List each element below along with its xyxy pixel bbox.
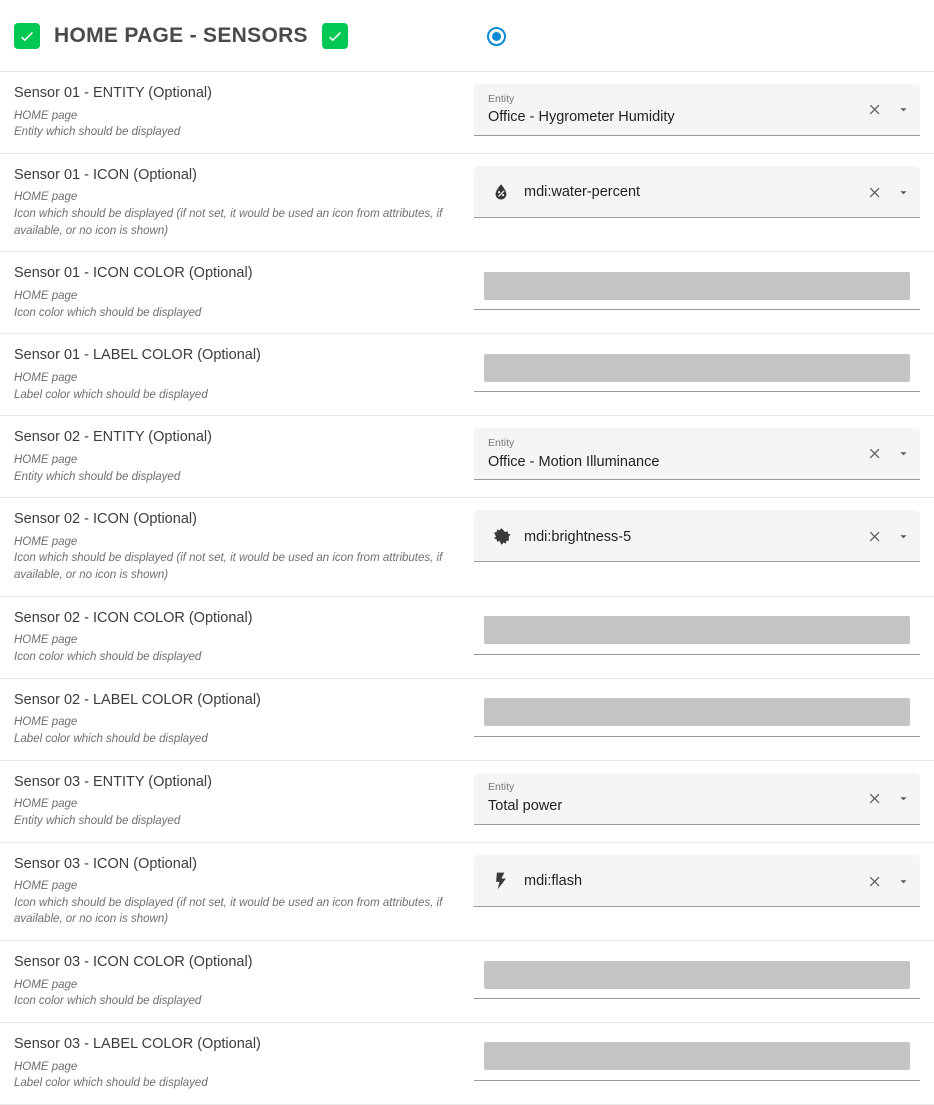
color-picker[interactable] xyxy=(474,609,920,655)
setting-description xyxy=(0,264,474,321)
setting-subtitle-page: HOME page xyxy=(14,535,78,548)
color-picker[interactable] xyxy=(474,346,920,392)
setting-subtitle-page: HOME page xyxy=(14,109,78,122)
icon-picker-value: mdi:brightness-5 xyxy=(524,528,632,545)
icon-picker[interactable] xyxy=(474,510,920,562)
color-swatch xyxy=(484,961,910,989)
setting-subtitle-help: Label color which should be displayed xyxy=(14,388,208,401)
setting-row xyxy=(0,154,934,253)
setting-subtitle-help: Icon which should be displayed (if not set, it would be used an icon from attributes, if available, or no icon is shown) xyxy=(14,552,443,582)
setting-row xyxy=(0,498,934,597)
setting-subtitle-page: HOME page xyxy=(14,978,78,991)
setting-subtitle-help: Entity which should be displayed xyxy=(14,126,181,139)
setting-row xyxy=(0,941,934,1023)
entity-picker-texts xyxy=(488,781,856,815)
setting-subtitle-page: HOME page xyxy=(14,191,78,204)
check-icon xyxy=(326,27,344,45)
setting-control xyxy=(474,346,934,392)
setting-title: Sensor 03 - ICON (Optional) xyxy=(14,855,197,872)
setting-subtitle-help: Entity which should be displayed xyxy=(14,814,181,827)
setting-title: Sensor 01 - ICON COLOR (Optional) xyxy=(14,265,253,282)
setting-subtitle-page: HOME page xyxy=(14,798,78,811)
setting-control xyxy=(474,691,934,737)
setting-control xyxy=(474,953,934,999)
color-swatch xyxy=(484,698,910,726)
color-picker[interactable] xyxy=(474,264,920,310)
chevron-down-icon[interactable] xyxy=(894,789,912,807)
chevron-down-icon[interactable] xyxy=(894,183,912,201)
entity-picker-actions xyxy=(866,789,912,807)
color-swatch xyxy=(484,616,910,644)
setting-subtitle-help: Icon color which should be displayed xyxy=(14,995,202,1008)
setting-subtitle-page: HOME page xyxy=(14,1060,78,1073)
setting-subtitle-help: Icon color which should be displayed xyxy=(14,306,202,319)
setting-subtitle-help: Entity which should be displayed xyxy=(14,470,181,483)
setting-row xyxy=(0,761,934,843)
chevron-down-icon[interactable] xyxy=(894,101,912,119)
icon-picker-actions xyxy=(866,528,912,546)
setting-subtitle-help: Label color which should be displayed xyxy=(14,1077,208,1090)
clear-icon[interactable] xyxy=(866,445,884,463)
setting-row xyxy=(0,679,934,761)
flash-icon xyxy=(488,871,514,891)
clear-icon[interactable] xyxy=(866,528,884,546)
entity-picker-texts xyxy=(488,437,856,471)
color-swatch xyxy=(484,1042,910,1070)
setting-title: Sensor 03 - ENTITY (Optional) xyxy=(14,773,212,790)
setting-description xyxy=(0,510,474,584)
setting-subtitle-help: Label color which should be displayed xyxy=(14,732,208,745)
setting-description xyxy=(0,166,474,240)
setting-row xyxy=(0,1023,934,1105)
page-title: HOME PAGE - SENSORS xyxy=(54,23,308,47)
setting-control xyxy=(474,510,934,562)
header-checkbox-left[interactable] xyxy=(14,23,40,49)
setting-row xyxy=(0,843,934,942)
setting-subtitle-page: HOME page xyxy=(14,880,78,893)
setting-control xyxy=(474,428,934,480)
entity-picker-label: Entity xyxy=(488,92,515,105)
setting-row xyxy=(0,334,934,416)
setting-subtitle-help: Icon which should be displayed (if not set, it would be used an icon from attributes, if available, or no icon is shown) xyxy=(14,896,443,926)
chevron-down-icon[interactable] xyxy=(894,872,912,890)
setting-description xyxy=(0,855,474,929)
setting-row xyxy=(0,597,934,679)
setting-description xyxy=(0,1035,474,1092)
setting-row xyxy=(0,416,934,498)
chevron-down-icon[interactable] xyxy=(894,445,912,463)
color-picker[interactable] xyxy=(474,1035,920,1081)
setting-control xyxy=(474,166,934,218)
entity-picker-actions xyxy=(866,445,912,463)
radio-outer-ring xyxy=(487,27,506,46)
clear-icon[interactable] xyxy=(866,789,884,807)
clear-icon[interactable] xyxy=(866,101,884,119)
setting-subtitle-page: HOME page xyxy=(14,634,78,647)
entity-picker-value: Office - Hygrometer Humidity xyxy=(488,109,675,126)
brightness-5-icon xyxy=(488,526,514,547)
setting-control xyxy=(474,773,934,825)
color-picker[interactable] xyxy=(474,953,920,999)
entity-picker-actions xyxy=(866,101,912,119)
clear-icon[interactable] xyxy=(866,183,884,201)
icon-picker-value: mdi:water-percent xyxy=(524,184,641,201)
setting-row xyxy=(0,72,934,154)
entity-picker[interactable] xyxy=(474,84,920,136)
setting-description xyxy=(0,428,474,485)
icon-picker-actions xyxy=(866,183,912,201)
chevron-down-icon[interactable] xyxy=(894,528,912,546)
icon-picker-texts xyxy=(524,872,856,890)
setting-subtitle-page: HOME page xyxy=(14,371,78,384)
setting-title: Sensor 03 - LABEL COLOR (Optional) xyxy=(14,1035,261,1052)
setting-subtitle-page: HOME page xyxy=(14,290,78,303)
setting-title: Sensor 02 - ICON (Optional) xyxy=(14,511,197,528)
setting-control xyxy=(474,84,934,136)
setting-subtitle-page: HOME page xyxy=(14,716,78,729)
color-picker[interactable] xyxy=(474,691,920,737)
entity-picker[interactable] xyxy=(474,773,920,825)
setting-control xyxy=(474,264,934,310)
water-percent-icon xyxy=(488,182,514,202)
color-swatch xyxy=(484,272,910,300)
page-header xyxy=(0,0,934,72)
clear-icon[interactable] xyxy=(866,872,884,890)
setting-description xyxy=(0,691,474,748)
icon-picker-texts xyxy=(524,528,856,546)
setting-title: Sensor 02 - LABEL COLOR (Optional) xyxy=(14,691,261,708)
setting-title: Sensor 02 - ENTITY (Optional) xyxy=(14,429,212,446)
setting-description xyxy=(0,953,474,1010)
setting-description xyxy=(0,84,474,141)
setting-description xyxy=(0,346,474,403)
icon-picker-value: mdi:flash xyxy=(524,872,583,889)
icon-picker-actions xyxy=(866,872,912,890)
setting-control xyxy=(474,1035,934,1081)
setting-row xyxy=(0,252,934,334)
entity-picker-value: Total power xyxy=(488,797,563,814)
icon-picker[interactable] xyxy=(474,166,920,218)
header-radio-button[interactable] xyxy=(484,24,508,48)
setting-title: Sensor 01 - ICON (Optional) xyxy=(14,166,197,183)
icon-picker[interactable] xyxy=(474,855,920,907)
setting-control xyxy=(474,609,934,655)
setting-subtitle-help: Icon which should be displayed (if not set, it would be used an icon from attributes, if available, or no icon is shown) xyxy=(14,208,443,237)
entity-picker-label: Entity xyxy=(488,436,515,449)
setting-title: Sensor 01 - LABEL COLOR (Optional) xyxy=(14,347,261,364)
setting-subtitle-page: HOME page xyxy=(14,453,78,466)
header-checkbox-right[interactable] xyxy=(322,23,348,49)
setting-title: Sensor 01 - ENTITY (Optional) xyxy=(14,85,212,101)
setting-description xyxy=(0,773,474,830)
check-icon xyxy=(18,27,36,45)
radio-inner-dot xyxy=(492,32,501,41)
color-swatch xyxy=(484,354,910,382)
setting-control xyxy=(474,855,934,907)
setting-title: Sensor 02 - ICON COLOR (Optional) xyxy=(14,609,253,626)
entity-picker-label: Entity xyxy=(488,781,515,794)
entity-picker[interactable] xyxy=(474,428,920,480)
icon-picker-texts xyxy=(524,183,856,201)
setting-title: Sensor 03 - ICON COLOR (Optional) xyxy=(14,954,253,971)
setting-subtitle-help: Icon color which should be displayed xyxy=(14,651,202,664)
setting-description xyxy=(0,609,474,666)
entity-picker-value: Office - Motion Illuminance xyxy=(488,453,660,470)
entity-picker-texts xyxy=(488,93,856,127)
